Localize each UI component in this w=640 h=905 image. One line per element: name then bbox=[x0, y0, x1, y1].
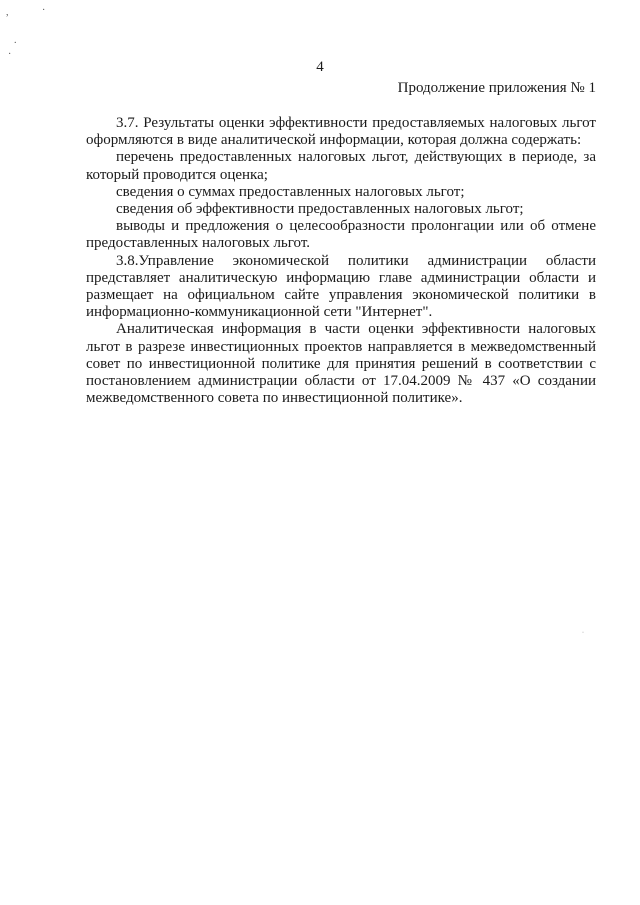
scan-mark: · bbox=[42, 5, 46, 16]
list-item-conclusions: выводы и предложения о целесообразности пролонгации или об отмене предоставленных налоговых льгот. bbox=[86, 218, 596, 252]
page-number: 4 bbox=[316, 59, 324, 75]
list-item-benefit-effectiveness: сведения об эффективности предоставленных налоговых льгот; bbox=[116, 201, 524, 218]
paragraph-3-7-intro: 3.7. Результаты оценки эффективности предоставляемых налоговых льгот оформляются в виде аналитической информации, которая должна содержать: bbox=[86, 115, 596, 149]
document-body bbox=[86, 115, 596, 407]
list-item-benefit-amounts: сведения о суммах предоставленных налоговых льгот; bbox=[116, 183, 465, 200]
appendix-continuation-note: Продолжение приложения № 1 bbox=[397, 80, 596, 96]
scan-mark: · bbox=[582, 630, 584, 636]
paragraph-3-8: 3.8.Управление экономической политики администрации области представляет аналитическую информацию главе администрации области и размещает на официальном сайте управления экономической политики в информационно-коммуникационной сети "Интернет". bbox=[86, 252, 596, 321]
list-item-benefits-list: перечень предоставленных налоговых льгот, действующих в периоде, за который проводится оценка; bbox=[86, 149, 596, 183]
paragraph-investment-projects: Аналитическая информация в части оценки эффективности налоговых льгот в разрезе инвестиционных проектов направляется в межведомственный совет по инвестиционной политике для принятия решений в соответствии с постановлением администрации области от 17.04.2009 № 437 «О создании межведомственного совета по инвестиционной политике». bbox=[86, 321, 596, 407]
scan-mark: · bbox=[8, 49, 12, 60]
scan-mark: . bbox=[14, 35, 17, 46]
scan-mark: , bbox=[6, 7, 9, 18]
